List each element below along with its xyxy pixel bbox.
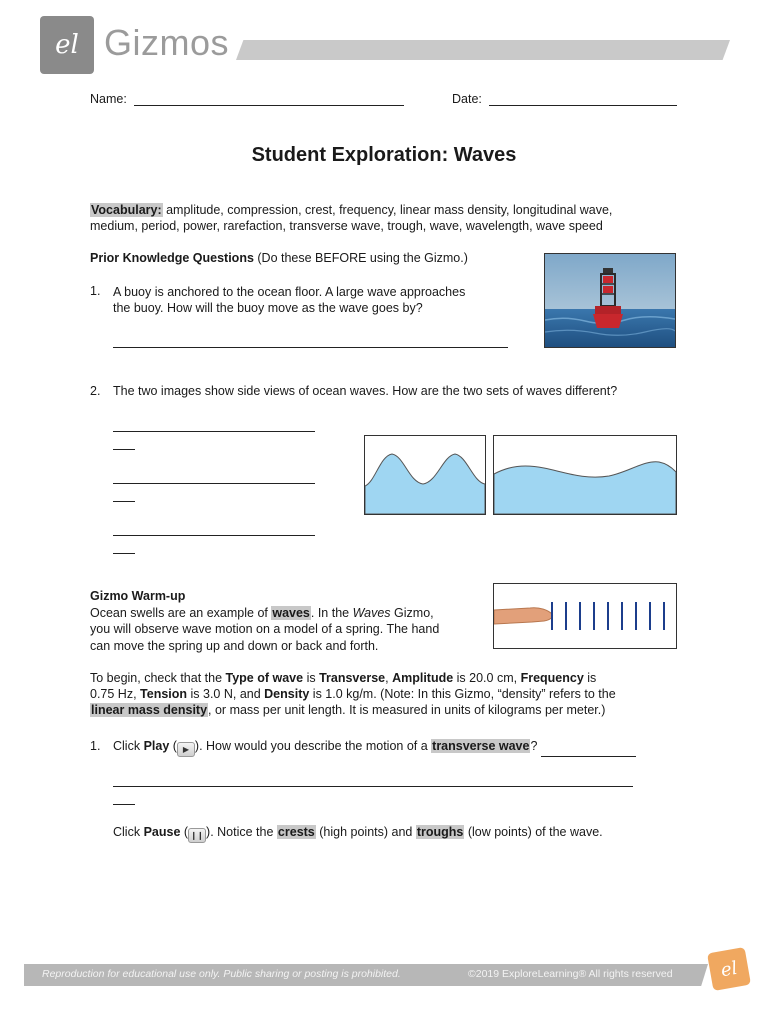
setup-line2	[90, 686, 690, 702]
logo-mark: el	[55, 30, 79, 60]
warmup-text: Gizmo,	[390, 605, 434, 620]
footer-logo	[707, 947, 751, 991]
setup-text: 0.75 Hz,	[90, 687, 141, 701]
pause-text: ). Notice the	[206, 825, 277, 839]
vocabulary-label: Vocabulary:	[91, 203, 162, 217]
prior-q1-line1: A buoy is anchored to the ocean floor. A large wave approaches	[113, 285, 466, 299]
warmup-heading: Gizmo Warm-up	[90, 589, 186, 603]
spring-hand-graphic	[494, 584, 676, 648]
prior-q2-text: The two images show side views of ocean waves. How are the two sets of waves different?	[113, 384, 618, 398]
q1-text: ?	[530, 739, 541, 753]
prior-q1-number: 1.	[90, 284, 101, 298]
footer-copyright: ©2019 ExploreLearning® All rights reserved	[468, 968, 673, 980]
pause-icon: ❙❙	[188, 828, 206, 843]
vocab-crests: crests	[277, 825, 315, 839]
warmup-q1-answer-line[interactable]	[113, 786, 633, 787]
setup-text: To begin, check that the	[90, 671, 226, 685]
name-label: Name:	[90, 92, 127, 106]
setup-text: is 20.0 cm,	[453, 671, 521, 685]
name-line[interactable]	[134, 93, 404, 106]
vocabulary	[90, 202, 690, 234]
tall-waves-image	[364, 435, 486, 515]
prior-q2-answer-line-1[interactable]	[113, 431, 315, 432]
setup-bold: Density	[264, 687, 310, 701]
pause-text: (high points) and	[315, 825, 416, 839]
tall-waves-graphic	[365, 436, 485, 514]
setup-text: is	[303, 671, 320, 685]
gentle-waves-graphic	[494, 436, 676, 514]
vocabulary-text-1: amplitude, compression, crest, frequency, linear mass density, longitudinal wave,	[162, 203, 613, 217]
name-field-row	[90, 92, 404, 106]
setup-line3	[90, 702, 690, 718]
pause-text: (low points) of the wave.	[464, 825, 603, 839]
prior-q2-answer-line-3[interactable]	[113, 535, 315, 536]
setup-line1	[90, 670, 690, 686]
prior-heading-note: (Do these BEFORE using the Gizmo.)	[253, 251, 468, 265]
vocab-transverse-wave: transverse wave	[432, 739, 530, 753]
page-title: Student Exploration: Waves	[251, 144, 517, 166]
vocab-linear-mass-density: linear mass density	[91, 703, 208, 717]
warmup-setup-paragraph	[90, 670, 690, 718]
gizmos-brand: Gizmos	[104, 22, 230, 63]
setup-bold: Amplitude	[392, 671, 454, 685]
warmup-text: . In the	[310, 605, 353, 620]
header-bar	[236, 40, 730, 60]
setup-text: is 3.0 N, and	[187, 687, 265, 701]
q1-text: (	[169, 739, 177, 753]
warmup-p1-line1	[90, 605, 490, 622]
gizmo-name: Waves	[352, 605, 391, 620]
q1-text: ). How would you describe the motion of a	[194, 739, 432, 753]
footer-notice: Reproduction for educational use only. Public sharing or posting is prohibited.	[42, 968, 401, 980]
play-label: Play	[143, 739, 170, 753]
warmup-q1-inline-answer[interactable]	[541, 744, 636, 757]
spring-hand-image	[493, 583, 677, 649]
vocabulary-text-2: medium, period, power, rarefaction, transverse wave, trough, wave, wavelength, wave speed	[90, 219, 603, 233]
prior-q2-answer-tail-2	[113, 501, 135, 502]
setup-text: is 1.0 kg/m. (Note: In this Gizmo, “density” refers to the	[309, 687, 616, 701]
warmup-pause-text	[113, 825, 603, 843]
setup-text: , or mass per unit length. It is measured in units of kilograms per meter.)	[208, 703, 606, 717]
vocab-troughs: troughs	[416, 825, 464, 839]
gentle-waves-image	[493, 435, 677, 515]
buoy-image	[545, 254, 675, 347]
prior-q2-number: 2.	[90, 384, 101, 398]
play-icon: ▶	[177, 742, 195, 757]
q1-text: Click	[113, 739, 144, 753]
vocab-waves: waves	[272, 605, 310, 620]
date-label: Date:	[452, 92, 482, 106]
prior-heading-bold: Prior Knowledge Questions	[90, 251, 254, 265]
explorelearning-logo	[40, 16, 94, 74]
setup-bold: Transverse	[319, 671, 386, 685]
warmup-q1-text	[113, 739, 636, 757]
prior-q2-answer-line-2[interactable]	[113, 483, 315, 484]
setup-text: is	[583, 671, 597, 685]
buoy-photo	[544, 253, 676, 348]
warmup-p1-line3: can move the spring up and down or back and forth.	[90, 638, 379, 653]
setup-bold: Tension	[140, 687, 188, 701]
prior-q1-text	[113, 284, 465, 316]
setup-bold: Frequency	[520, 671, 584, 685]
footer-logo-mark: el	[719, 957, 739, 981]
pause-label: Pause	[143, 825, 181, 839]
prior-q1-answer-line[interactable]	[113, 347, 508, 348]
date-line[interactable]	[489, 93, 677, 106]
pause-text: Click	[113, 825, 144, 839]
warmup-p1-line2: you will observe wave motion on a model of a spring. The hand	[90, 622, 440, 636]
prior-knowledge-heading	[90, 251, 468, 265]
warmup-q1-number: 1.	[90, 739, 101, 753]
warmup-intro	[90, 588, 490, 654]
pause-text: (	[180, 825, 189, 839]
setup-bold: Type of wave	[225, 671, 304, 685]
prior-q2-answer-tail-1	[113, 449, 135, 450]
prior-q1-line2: the buoy. How will the buoy move as the wave goes by?	[113, 301, 423, 315]
date-field-row	[452, 92, 677, 106]
warmup-q1-answer-tail	[113, 804, 135, 805]
warmup-text: Ocean swells are an example of	[90, 605, 272, 620]
setup-text: ,	[385, 671, 393, 685]
prior-q2-answer-tail-3	[113, 553, 135, 554]
